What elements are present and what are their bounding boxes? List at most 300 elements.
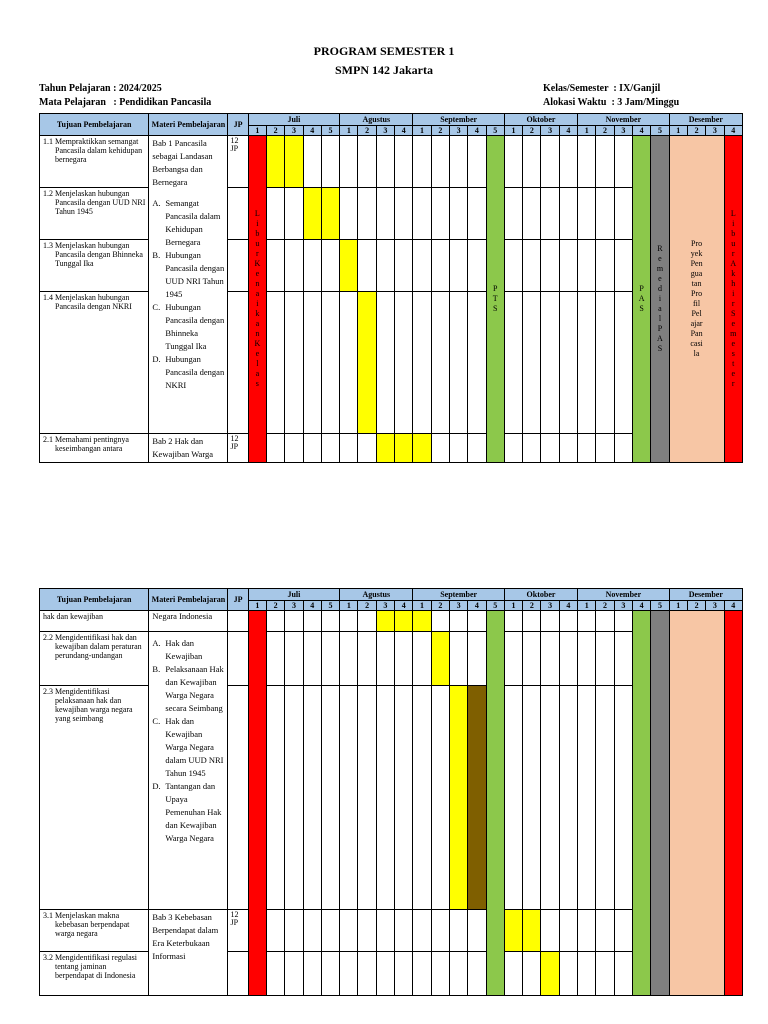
week-cell [395, 952, 413, 996]
week-cell [285, 292, 303, 434]
week-cell [449, 240, 467, 292]
week-header: 3 [614, 601, 632, 611]
month-header: Juli [248, 114, 339, 126]
remedial-pas-block [651, 136, 669, 463]
materi-item: A. Semangat Pancasila dalam Kehidupan Bernegara [152, 198, 221, 247]
week-cell [468, 292, 486, 434]
materi-item: D. Hubungan Pancasila dengan NKRI [152, 354, 225, 390]
vertical-label-char: d [657, 284, 662, 293]
libur-kenaikan-kelas-block [248, 611, 266, 996]
vertical-label-char: Pen [690, 259, 703, 268]
vertical-label-char: i [732, 219, 735, 228]
month-header: Agustus [340, 114, 413, 126]
week-cell [395, 632, 413, 686]
week-cell [614, 611, 632, 632]
vertical-label-char: u [731, 239, 736, 248]
vertical-label-char: m [730, 329, 737, 338]
program-table-1 [39, 113, 743, 463]
week-cell [395, 240, 413, 292]
week-cell [285, 686, 303, 910]
week-cell [523, 611, 541, 632]
week-header: 2 [431, 126, 449, 136]
week-cell [413, 188, 431, 240]
week-cell [614, 632, 632, 686]
pas-block [632, 136, 650, 463]
materi-intro: Bab 1 Pancasila sebagai Landasan Berbangsa dan Bernegara [152, 138, 213, 187]
week-cell [559, 910, 577, 952]
vertical-label-char: Pan [690, 329, 703, 338]
week-cell [376, 952, 394, 996]
vertical-label-char: gua [690, 269, 703, 278]
alokasi-waktu: Alokasi Waktu : 3 Jam/Minggu [543, 97, 680, 108]
vertical-label-char: A [638, 294, 645, 303]
week-cell [578, 952, 596, 996]
week-cell [321, 952, 339, 996]
materi-item: C. Hak dan Kewajiban Warga Negara dalam UUD NRI Tahun 1945 [152, 716, 224, 778]
week-cell [413, 240, 431, 292]
week-cell [303, 292, 321, 434]
week-cell [321, 910, 339, 952]
week-cell [596, 952, 614, 996]
week-cell [267, 188, 285, 240]
week-cell [541, 952, 559, 996]
vertical-label-char: Pel [691, 309, 702, 318]
week-header: 4 [303, 601, 321, 611]
month-header: Oktober [504, 114, 577, 126]
vertical-label-char: r [256, 249, 259, 258]
week-cell [395, 686, 413, 910]
vertical-label-char: e [658, 254, 662, 263]
week-cell [431, 632, 449, 686]
week-cell [321, 611, 339, 632]
week-cell [541, 188, 559, 240]
week-cell [523, 188, 541, 240]
libur-akhir-semester-block [724, 136, 742, 463]
week-cell [578, 632, 596, 686]
week-cell [468, 952, 486, 996]
week-cell [559, 611, 577, 632]
vertical-label-char: l [658, 314, 662, 323]
remedial-pas-block [651, 611, 669, 996]
week-cell [395, 910, 413, 952]
week-header: 1 [504, 126, 522, 136]
week-cell [596, 611, 614, 632]
week-cell [523, 292, 541, 434]
vertical-label-char: r [731, 299, 735, 308]
week-header: 2 [523, 126, 541, 136]
vertical-label-char: ajar [690, 319, 703, 328]
week-header: 1 [578, 126, 596, 136]
week-cell [596, 910, 614, 952]
week-cell [267, 611, 285, 632]
week-cell [449, 611, 467, 632]
week-header: 1 [413, 601, 431, 611]
week-cell [449, 686, 467, 910]
week-cell [559, 136, 577, 188]
week-header: 3 [449, 601, 467, 611]
week-cell [413, 434, 431, 463]
vertical-label-char: b [255, 229, 260, 238]
week-cell [285, 240, 303, 292]
week-cell [468, 136, 486, 188]
week-cell [413, 686, 431, 910]
vertical-label-char: h [731, 279, 736, 288]
vertical-label-char: K [254, 339, 261, 348]
tujuan-pembelajaran-cell: 1.1 Mempraktikkan semangat Pancasila dalam kehidupan bernegara [40, 136, 149, 188]
week-cell [431, 188, 449, 240]
week-cell [376, 188, 394, 240]
week-cell [267, 136, 285, 188]
week-cell [340, 686, 358, 910]
projek-profil-block [669, 136, 724, 463]
week-cell [376, 136, 394, 188]
week-header: 5 [486, 601, 504, 611]
week-cell [596, 188, 614, 240]
week-cell [596, 240, 614, 292]
vertical-label-char: i [256, 219, 259, 228]
week-cell [578, 188, 596, 240]
tujuan-pembelajaran-cell: hak dan kewajiban [40, 611, 149, 632]
materi-bab-1 [149, 136, 228, 434]
week-header: 3 [614, 126, 632, 136]
week-cell [395, 292, 413, 434]
vertical-label-char: K [254, 259, 261, 268]
week-cell [578, 686, 596, 910]
col-header-jp: JP [228, 114, 248, 136]
week-cell [523, 632, 541, 686]
week-cell [541, 434, 559, 463]
week-header: 5 [321, 126, 339, 136]
vertical-label-char: e [255, 269, 260, 278]
week-cell [596, 292, 614, 434]
vertical-label-char: n [255, 329, 260, 338]
week-cell [303, 240, 321, 292]
week-cell [578, 292, 596, 434]
week-cell [358, 952, 376, 996]
week-header: 4 [395, 126, 413, 136]
vertical-label-char: i [732, 289, 735, 298]
vertical-label-char: A [730, 259, 737, 268]
jp-cell [228, 686, 248, 910]
week-cell [431, 434, 449, 463]
week-header: 3 [706, 601, 724, 611]
week-cell [303, 136, 321, 188]
week-cell [614, 188, 632, 240]
week-cell [541, 686, 559, 910]
vertical-label-char: a [255, 369, 260, 378]
week-cell [358, 292, 376, 434]
week-cell [504, 292, 522, 434]
vertical-label-char: yek [690, 249, 703, 258]
week-cell [358, 434, 376, 463]
materi-item: D. Tantangan dan Upaya Pemenuhan Hak dan Kewajiban Warga Negara [152, 781, 222, 843]
vertical-label-char: L [254, 209, 260, 218]
vertical-label-char: S [731, 309, 736, 318]
week-header: 3 [541, 126, 559, 136]
vertical-label-char: s [255, 379, 259, 388]
kelas-semester: Kelas/Semester : IX/Ganjil [543, 83, 661, 94]
doc-title: PROGRAM SEMESTER 1 [313, 44, 455, 58]
week-header: 2 [267, 601, 285, 611]
week-cell [413, 611, 431, 632]
week-cell [267, 292, 285, 434]
week-cell [504, 434, 522, 463]
week-header: 3 [285, 126, 303, 136]
vertical-label-char: i [256, 299, 259, 308]
week-cell [321, 292, 339, 434]
week-cell [431, 910, 449, 952]
vertical-label-char: R [657, 244, 663, 253]
week-cell [267, 910, 285, 952]
week-header: 2 [687, 126, 705, 136]
week-cell [504, 632, 522, 686]
week-header: 1 [504, 601, 522, 611]
vertical-label-char: r [731, 249, 735, 258]
week-cell [523, 434, 541, 463]
vertical-label-char: casi [690, 339, 703, 348]
week-cell [614, 240, 632, 292]
month-header: Oktober [504, 589, 577, 601]
week-header: 5 [651, 601, 669, 611]
week-cell [413, 632, 431, 686]
week-header: 4 [559, 126, 577, 136]
vertical-label-char: e [731, 339, 736, 348]
month-header: November [578, 114, 670, 126]
week-cell [376, 240, 394, 292]
week-header: 2 [358, 601, 376, 611]
week-header: 4 [559, 601, 577, 611]
week-cell [340, 952, 358, 996]
month-header: September [413, 114, 504, 126]
week-header: 4 [468, 126, 486, 136]
week-header: 2 [431, 601, 449, 611]
week-cell [395, 188, 413, 240]
week-cell [431, 240, 449, 292]
week-cell [559, 686, 577, 910]
week-cell [376, 611, 394, 632]
week-header: 5 [321, 601, 339, 611]
week-cell [578, 240, 596, 292]
week-header: 4 [632, 601, 650, 611]
week-cell [340, 910, 358, 952]
month-header: November [578, 589, 670, 601]
week-cell [285, 188, 303, 240]
week-cell [614, 292, 632, 434]
vertical-label-char: A [657, 334, 663, 343]
week-cell [340, 136, 358, 188]
projek-profil-block [669, 611, 724, 996]
tujuan-pembelajaran-cell: 2.3 Mengidentifikasi pelaksanaan hak dan kewajiban warga negara yang seimbang [40, 686, 149, 910]
tujuan-pembelajaran-cell: 3.1 Menjelaskan makna kebebasan berpendapat warga negara [40, 910, 149, 952]
week-cell [413, 136, 431, 188]
vertical-label-char: e [658, 274, 662, 283]
week-cell [358, 632, 376, 686]
vertical-label-char: a [255, 319, 260, 328]
week-header: 3 [449, 126, 467, 136]
vertical-label-char: Pro [691, 239, 703, 248]
week-cell [578, 910, 596, 952]
week-cell [523, 686, 541, 910]
week-cell [321, 188, 339, 240]
week-cell [303, 632, 321, 686]
pts-block [486, 611, 504, 996]
vertical-label-char: a [255, 289, 260, 298]
materi-bab-2-items [149, 632, 228, 910]
week-header: 2 [596, 126, 614, 136]
week-cell [267, 686, 285, 910]
week-cell [303, 611, 321, 632]
week-header: 2 [523, 601, 541, 611]
week-cell [504, 910, 522, 952]
school-name: SMPN 142 Jakarta [335, 63, 433, 77]
vertical-label-char: l [256, 359, 259, 368]
week-cell [358, 686, 376, 910]
week-header: 4 [303, 126, 321, 136]
materi-item: A. Hak dan Kewajiban [152, 638, 203, 661]
tujuan-pembelajaran-cell: 1.3 Menjelaskan hubungan Pancasila dengan Bhinneka Tunggal Ika [40, 240, 149, 292]
vertical-label-char: L [730, 209, 736, 218]
col-header-materi: Materi Pembelajaran [149, 114, 228, 136]
libur-kenaikan-kelas-block [248, 136, 266, 463]
week-cell [340, 292, 358, 434]
materi-item: B. Pelaksanaan Hak dan Kewajiban Warga Negara secara Seimbang [152, 664, 224, 713]
week-cell [449, 632, 467, 686]
vertical-label-char: a [658, 304, 662, 313]
week-cell [285, 434, 303, 463]
vertical-label-char: i [658, 294, 662, 303]
week-cell [449, 952, 467, 996]
vertical-label-char: S [493, 304, 498, 313]
materi-bab-2: Bab 2 Hak dan Kewajiban Warga [149, 434, 228, 463]
week-header: 1 [248, 601, 266, 611]
week-header: 2 [267, 126, 285, 136]
week-cell [468, 188, 486, 240]
week-cell [303, 910, 321, 952]
week-header: 3 [376, 126, 394, 136]
jp-cell [228, 188, 248, 240]
week-cell [541, 136, 559, 188]
jp-cell [228, 240, 248, 292]
vertical-label-char: k [255, 309, 260, 318]
week-cell [395, 434, 413, 463]
week-cell [468, 632, 486, 686]
week-cell [578, 611, 596, 632]
week-cell [285, 136, 303, 188]
vertical-label-char: fil [693, 299, 701, 308]
week-cell [614, 952, 632, 996]
week-cell [340, 434, 358, 463]
mata-pelajaran: Mata Pelajaran : Pendidikan Pancasila [39, 97, 212, 108]
col-header-jp: JP [228, 589, 248, 611]
tujuan-pembelajaran-cell: 1.4 Menjelaskan hubungan Pancasila dengan NKRI [40, 292, 149, 434]
week-cell [285, 611, 303, 632]
week-cell [413, 292, 431, 434]
week-cell [541, 632, 559, 686]
week-cell [504, 686, 522, 910]
materi-bab-3: Bab 3 Kebebasan Berpendapat dalam Era Keterbukaan Informasi [149, 910, 228, 996]
week-cell [614, 136, 632, 188]
week-cell [504, 240, 522, 292]
week-header: 1 [340, 601, 358, 611]
month-header: Desember [669, 114, 742, 126]
week-cell [303, 952, 321, 996]
vertical-label-char: r [731, 379, 735, 388]
week-header: 2 [358, 126, 376, 136]
materi-continued: Negara Indonesia [149, 611, 228, 632]
program-table-2 [39, 588, 743, 996]
jp-cell: 12 JP [228, 910, 248, 952]
week-cell [449, 136, 467, 188]
week-cell [413, 952, 431, 996]
week-cell [468, 434, 486, 463]
week-header: 1 [669, 601, 687, 611]
week-cell [596, 686, 614, 910]
vertical-label-char: b [731, 229, 736, 238]
week-cell [614, 686, 632, 910]
week-cell [541, 240, 559, 292]
week-cell [340, 632, 358, 686]
jp-cell: 12 JP [228, 136, 248, 188]
week-cell [285, 910, 303, 952]
col-header-materi: Materi Pembelajaran [149, 589, 228, 611]
week-cell [559, 434, 577, 463]
week-cell [431, 686, 449, 910]
week-cell [395, 611, 413, 632]
week-cell [504, 136, 522, 188]
week-cell [614, 910, 632, 952]
week-cell [559, 240, 577, 292]
week-cell [340, 611, 358, 632]
week-cell [267, 952, 285, 996]
week-header: 4 [724, 601, 742, 611]
pts-block [486, 136, 504, 463]
week-cell [523, 136, 541, 188]
vertical-label-char: m [656, 264, 664, 273]
week-cell [358, 240, 376, 292]
week-header: 3 [376, 601, 394, 611]
week-cell [376, 686, 394, 910]
week-cell [376, 632, 394, 686]
week-cell [267, 240, 285, 292]
week-cell [578, 434, 596, 463]
week-cell [468, 611, 486, 632]
vertical-label-char: e [731, 319, 736, 328]
week-cell [340, 188, 358, 240]
week-cell [596, 632, 614, 686]
tujuan-pembelajaran-cell: 2.2 Mengidentifikasi hak dan kewajiban dalam peraturan perundang-undangan [40, 632, 149, 686]
week-cell [449, 910, 467, 952]
week-cell [468, 910, 486, 952]
vertical-label-char: k [731, 269, 736, 278]
week-cell [541, 292, 559, 434]
week-cell [504, 188, 522, 240]
libur-akhir-semester-block [724, 611, 742, 996]
vertical-label-char: tan [691, 279, 702, 288]
month-header: September [413, 589, 504, 601]
week-cell [431, 952, 449, 996]
vertical-label-char: e [731, 369, 736, 378]
week-cell [413, 910, 431, 952]
week-header: 2 [596, 601, 614, 611]
tahun-pelajaran: Tahun Pelajaran : 2024/2025 [39, 83, 162, 94]
week-cell [541, 611, 559, 632]
week-cell [321, 686, 339, 910]
jp-cell [228, 611, 248, 632]
vertical-label-char: S [639, 304, 644, 313]
tujuan-pembelajaran-cell: 2.1 Memahami pentingnya keseimbangan antara [40, 434, 149, 463]
vertical-label-char: T [492, 294, 498, 303]
week-cell [504, 952, 522, 996]
